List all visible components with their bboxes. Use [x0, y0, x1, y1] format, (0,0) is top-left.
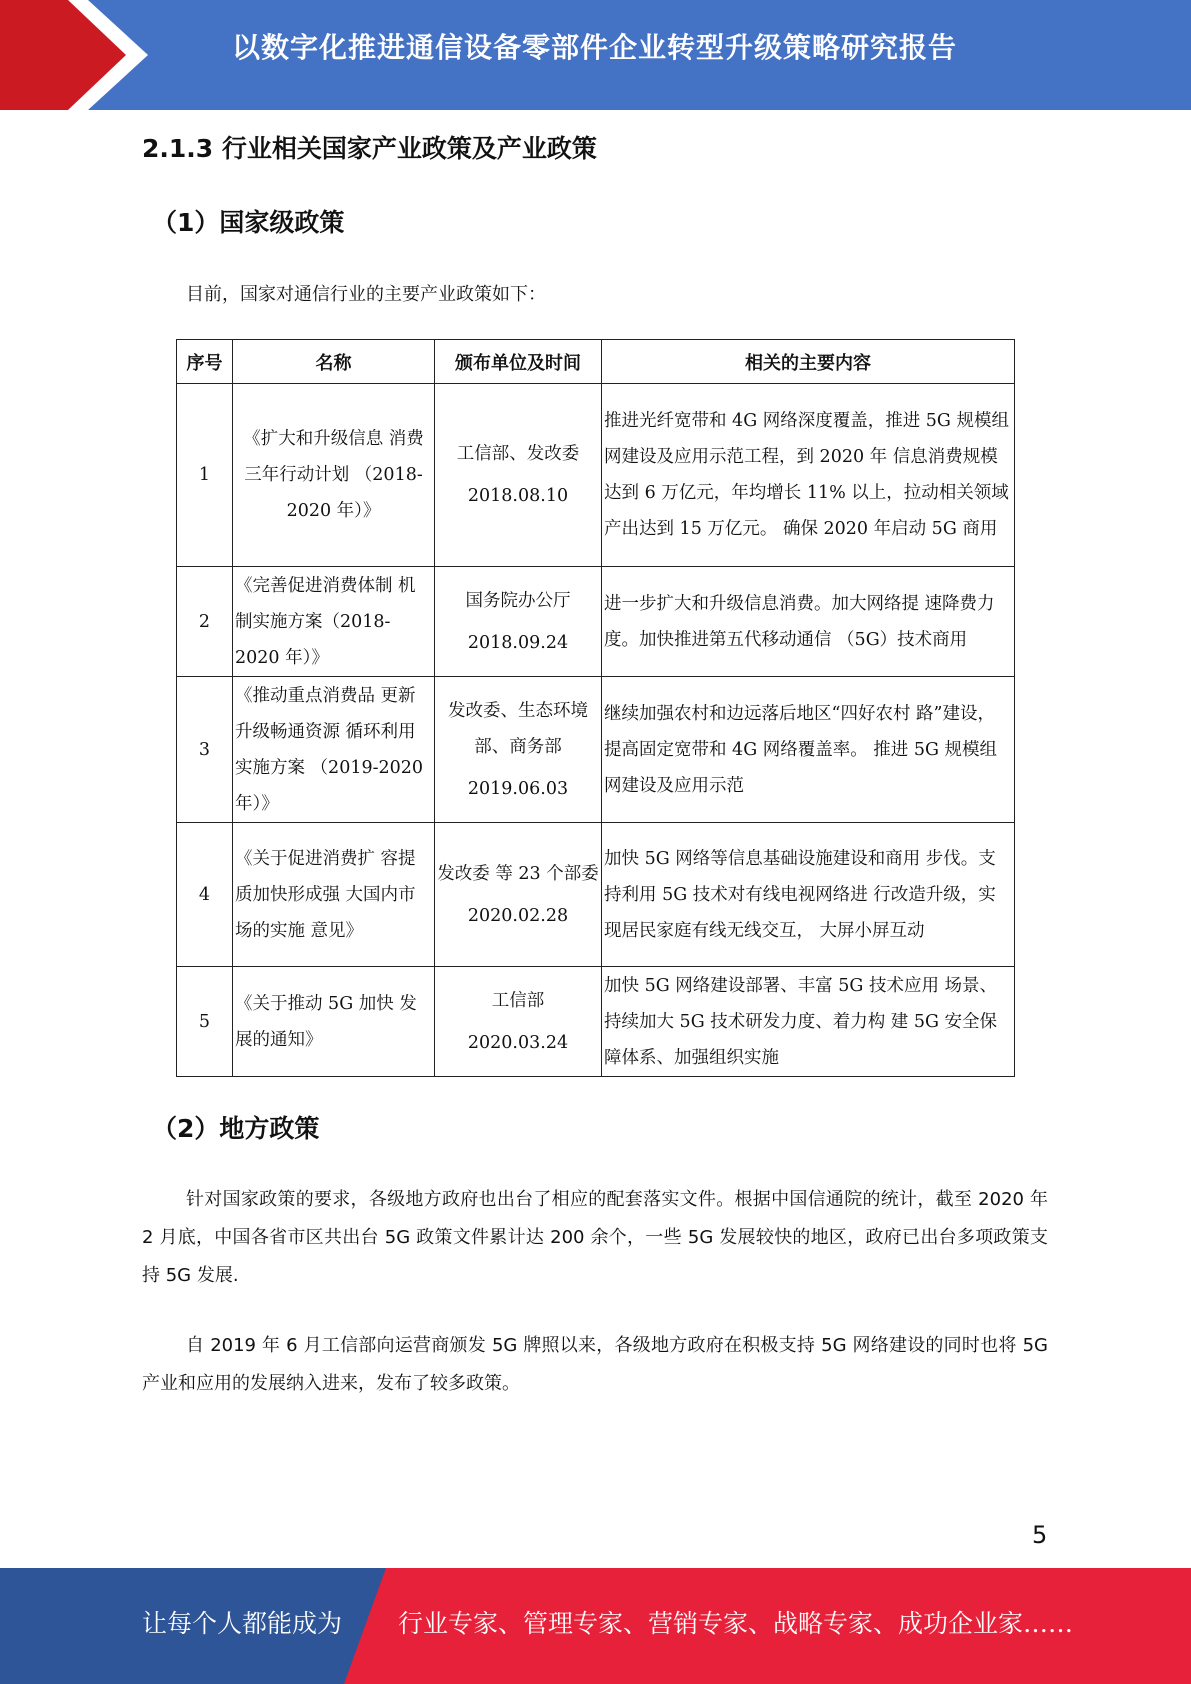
row-no: 2 [177, 567, 233, 677]
table-row [177, 823, 1015, 967]
row-name: 《关于推动 5G 加快 发展的通知》 [233, 967, 435, 1077]
national-policy-table [176, 339, 1015, 1077]
row-issuer [435, 567, 602, 677]
row-no: 5 [177, 967, 233, 1077]
table-row [177, 384, 1015, 567]
header-issuer: 颁布单位及时间 [435, 340, 602, 384]
local-policy-heading: （2）地方政策 [152, 1114, 320, 1143]
row-issuer [435, 677, 602, 823]
local-policy-paragraph: 针对国家政策的要求，各级地方政府也出台了相应的配套落实文件。根据中国信通院的统计，截至 2020 年 2 月底，中国各省市区共出台 5G 政策文件累计达 200 余个，一些 5G 发展较快的地区，政府已出台多项政策支持 5G 发展. [142, 1189, 1048, 1286]
row-content: 加快 5G 网络建设部署、丰富 5G 技术应用 场景、持续加大 5G 技术研发力度、着力构 建 5G 安全保障体系、加强组织实施 [602, 967, 1015, 1077]
row-issuer-date: 2019.06.03 [467, 778, 569, 799]
row-name: 《扩大和升级信息 消费三年行动计划 （2018-2020 年）》 [233, 384, 435, 567]
row-issuer-name: 国务院办公厅 [465, 590, 571, 611]
header-name: 名称 [233, 340, 435, 384]
row-content: 加快 5G 网络等信息基础设施建设和商用 步伐。支持利用 5G 技术对有线电视网络进 行改造升级，实现居民家庭有线无线交互， 大屏小屏互动 [602, 823, 1015, 967]
table-header-row [177, 340, 1015, 384]
row-issuer-date: 2018.09.24 [467, 632, 569, 653]
row-name: 《完善促进消费体制 机制实施方案（2018-2020 年）》 [233, 567, 435, 677]
row-issuer [435, 384, 602, 567]
row-issuer-date: 2020.03.24 [467, 1032, 569, 1053]
page-number: 5 [1032, 1521, 1048, 1549]
row-content: 进一步扩大和升级信息消费。加大网络提 速降费力度。加快推进第五代移动通信 （5G）技术商用 [602, 567, 1015, 677]
footer-slogan-left: 让每个人都能成为 [142, 1609, 343, 1638]
row-issuer-name: 发改委 等 23 个部委 [437, 863, 599, 884]
row-content: 推进光纤宽带和 4G 网络深度覆盖，推进 5G 规模组网建设及应用示范工程，到 2020 年 信息消费规模达到 6 万亿元，年均增长 11% 以上，拉动相关领域产出达到 15 万亿元。 确保 2020 年启动 5G 商用 [602, 384, 1015, 567]
section-title: 2.1.3 行业相关国家产业政策及产业政策 [142, 134, 597, 163]
row-name: 《推动重点消费品 更新升级畅通资源 循环利用实施方案 （2019-2020 年）》 [233, 677, 435, 823]
page-header [0, 0, 1191, 110]
row-issuer-name: 发改委、生态环境部、商务部 [448, 700, 588, 757]
row-name: 《关于促进消费扩 容提质加快形成强 大国内市场的实施 意见》 [233, 823, 435, 967]
header-no: 序号 [177, 340, 233, 384]
national-policy-intro: 目前，国家对通信行业的主要产业政策如下： [186, 284, 546, 305]
row-content: 继续加强农村和边远落后地区“四好农村 路”建设，提高固定宽带和 4G 网络覆盖率。 推进 5G 规模组网建设及应用示范 [602, 677, 1015, 823]
header-content: 相关的主要内容 [602, 340, 1015, 384]
national-policy-heading: （1）国家级政策 [152, 208, 345, 237]
header-title: 以数字化推进通信设备零部件企业转型升级策略研究报告 [232, 31, 958, 64]
page-footer [0, 1568, 1191, 1684]
row-issuer [435, 823, 602, 967]
row-no: 4 [177, 823, 233, 967]
table-row [177, 567, 1015, 677]
row-issuer-date: 2020.02.28 [467, 905, 569, 926]
table-row [177, 967, 1015, 1077]
table-row [177, 677, 1015, 823]
row-issuer-name: 工信部、发改委 [456, 444, 580, 464]
row-no: 3 [177, 677, 233, 823]
row-issuer-name: 工信部 [491, 990, 545, 1011]
local-policy-paragraph: 自 2019 年 6 月工信部向运营商颁发 5G 牌照以来，各级地方政府在积极支持 5G 网络建设的同时也将 5G 产业和应用的发展纳入进来，发布了较多政策。 [142, 1335, 1048, 1394]
row-issuer [435, 967, 602, 1077]
row-issuer-date: 2018.08.10 [467, 486, 569, 506]
row-no: 1 [177, 384, 233, 567]
footer-slogan-right: 行业专家、管理专家、营销专家、战略专家、成功企业家…… [398, 1609, 1074, 1638]
